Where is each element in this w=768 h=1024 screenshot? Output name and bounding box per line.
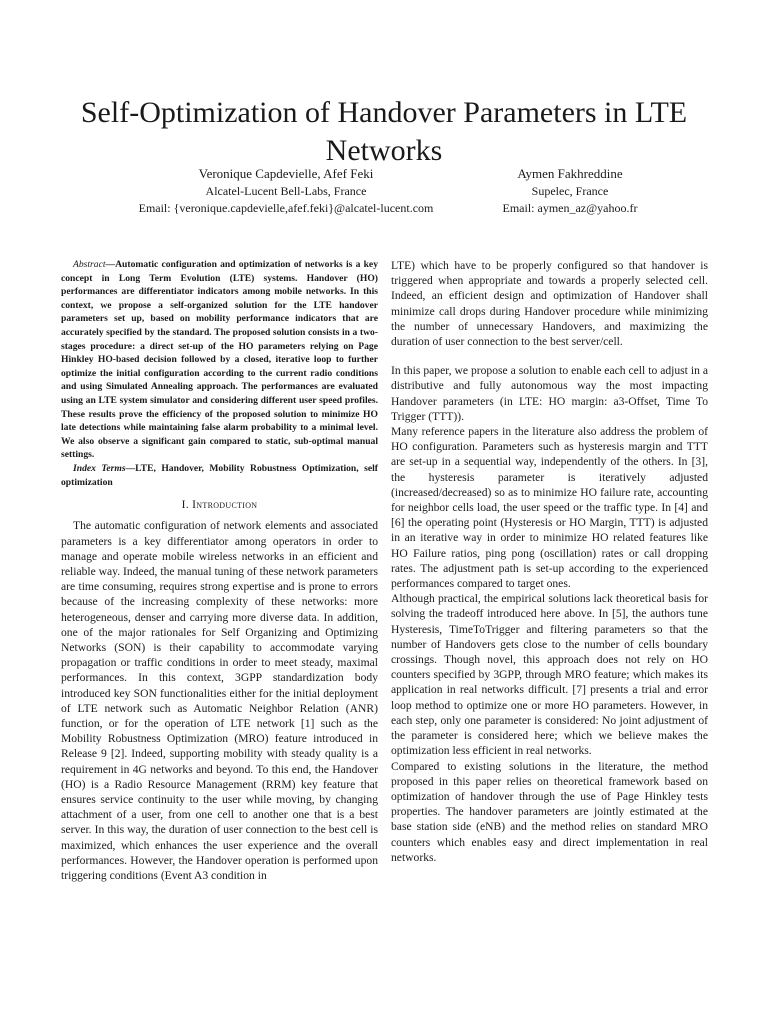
intro-paragraph: The automatic configuration of network elements and associated parameters is a key differentiator among operators in order to manage and operate mobile wireless networks in an efficient and reliable way. Indeed, the manual tuning of these network parameters are time consuming, requires strong expertise and is prone to errors because of the increasing complexity of these networks: more heterogeneous, denser and carrying more diverse data. In addition, one of the major rationales for Self Organizing and Optimizing Networks (SON) is their capability to accommodate varying propagation or traffic conditions in order to meet steady, maximal performances. In this context, 3GPP standardization body introduced key SON functionalities either for the initial deployment of LTE network such as Automatic Neighbor Relation (ANR) function, or for the operation of LTE network [1] such as the Mobility Robustness Optimization (MRO) feature introduced in Release 9 [2]. Indeed, supporting mobility with steady quality is a requirement in 4G networks and beyond. To this end, the Handover (HO) is a Radio Resource Management (RRM) key feature that ensures service continuity to the user while moving, by changing attachment of a user, from one cell to another one that is a best server. In this way, the duration of user connection to the best cell is maximized, which enhances the user experience and the overall performances. However, the Handover operation is performed upon triggering conditions (Event A3 condition in (61, 519, 378, 882)
index-terms-text: —LTE, Handover, Mobility Robustness Optimization, self optimization (61, 462, 378, 488)
paragraph: LTE) which have to be properly configured so that handover is triggered when appropriate and towards a properly selected cell. Indeed, an efficient design and optimization of Handover shall minimize call drops during Handover procedure while minimizing the number of unnecessary Handovers, and maximizing the duration of user connection to the best server/cell. (391, 259, 708, 349)
section-heading: I. Introduction (181, 498, 258, 512)
author-email: Email: aymen_az@yahoo.fr (502, 201, 638, 215)
left-column (61, 258, 378, 883)
right-column (391, 258, 708, 865)
author-affiliation: Supelec, France (531, 184, 609, 198)
abstract-label: Abstract (73, 259, 106, 270)
paper-title: Self-Optimization of Handover Parameters in LTE Networks (80, 96, 688, 168)
index-terms (61, 462, 378, 489)
author-names: Veronique Capdevielle, Afef Feki (198, 166, 374, 181)
abstract (61, 258, 378, 462)
author-block-right (470, 165, 670, 217)
paragraph: In this paper, we propose a solution to enable each cell to adjust in a distributive and fully autonomous way the most impacting Handover parameters (in LTE: HO margin: a3-Offset, Time To Trigger (TTT)). (391, 364, 708, 423)
author-block-left (96, 165, 476, 217)
paragraph: Although practical, the empirical solutions lack theoretical basis for solving the tradeoff introduced here above. In [5], the authors tune Hysteresis, TimeToTrigger and filtering parameters so that the number of Handovers gets close to the number of cells boundary crossings. Though novel, this approach does not rely on HO counters specified by 3GPP, through MRO feature; which makes its application in real networks difficult. [7] presents a trial and error loop method to optimize one or more HO parameters. However, in each step, only one parameter is considered: No joint adjustment of the parameter is considered here; which we believe makes the optimization less efficient in real networks. (391, 592, 708, 758)
paragraph: Many reference papers in the literature also address the problem of HO configuration. Parameters such as hysteresis margin and TTT are set-up in a sequential way, independently of the others. In [3], the hysteresis parameter is iteratively adjusted (increased/decreased) so as to minimize HO failure rate, accounting for neighbor cells load, the user speed or the traffic type. In [4] and [6] the operating point (Hysteresis or HO Margin, TTT) is adjusted in an iterative way in order to minimize HO related features like HO Failure ratios, ping pong (oscillation) rates or call dropping rates. The adjustment path is set-up according to the experienced performances compared to target ones. (391, 425, 708, 591)
index-terms-label: Index Terms (73, 462, 126, 474)
paragraph: Compared to existing solutions in the literature, the method proposed in this paper relies on theoretical framework based on optimization of handover through the use of Page Hinkley tests properties. The handover parameters are jointly estimated at the base station side (eNB) and the method relies on standard MRO counters which enables easy and direct implementation in real networks. (391, 759, 708, 864)
author-email: Email: {veronique.capdevielle,afef.feki}@alcatel-lucent.com (138, 201, 434, 215)
author-names: Aymen Fakhreddine (517, 166, 623, 181)
abstract-text: —Automatic configuration and optimization of networks is a key concept in Long Term Evolution (LTE) systems. Handover (HO) performances are differentiator indicators among mobile networks. In this context, we propose a self-organized solution for the LTE handover parameters set up, based on mobility performance indicators that are accurately specified by the standard. The proposed solution consists in a two-stages procedure: a direct set-up of the HO parameters relying on Page Hinkley HO-based decision followed by a closed, iterative loop to further optimize the initial configuration according to the current radio conditions and using Simulated Annealing approach. The performances are evaluated using an LTE system simulator and considering different user speed profiles. These results prove the efficiency of the proposed solution to minimize HO late detections while maintaining false alarm probability to a minimal level. We also observe a significant gain compared to static, sub-optimal manual settings. (61, 259, 378, 461)
author-affiliation: Alcatel-Lucent Bell-Labs, France (205, 184, 367, 198)
